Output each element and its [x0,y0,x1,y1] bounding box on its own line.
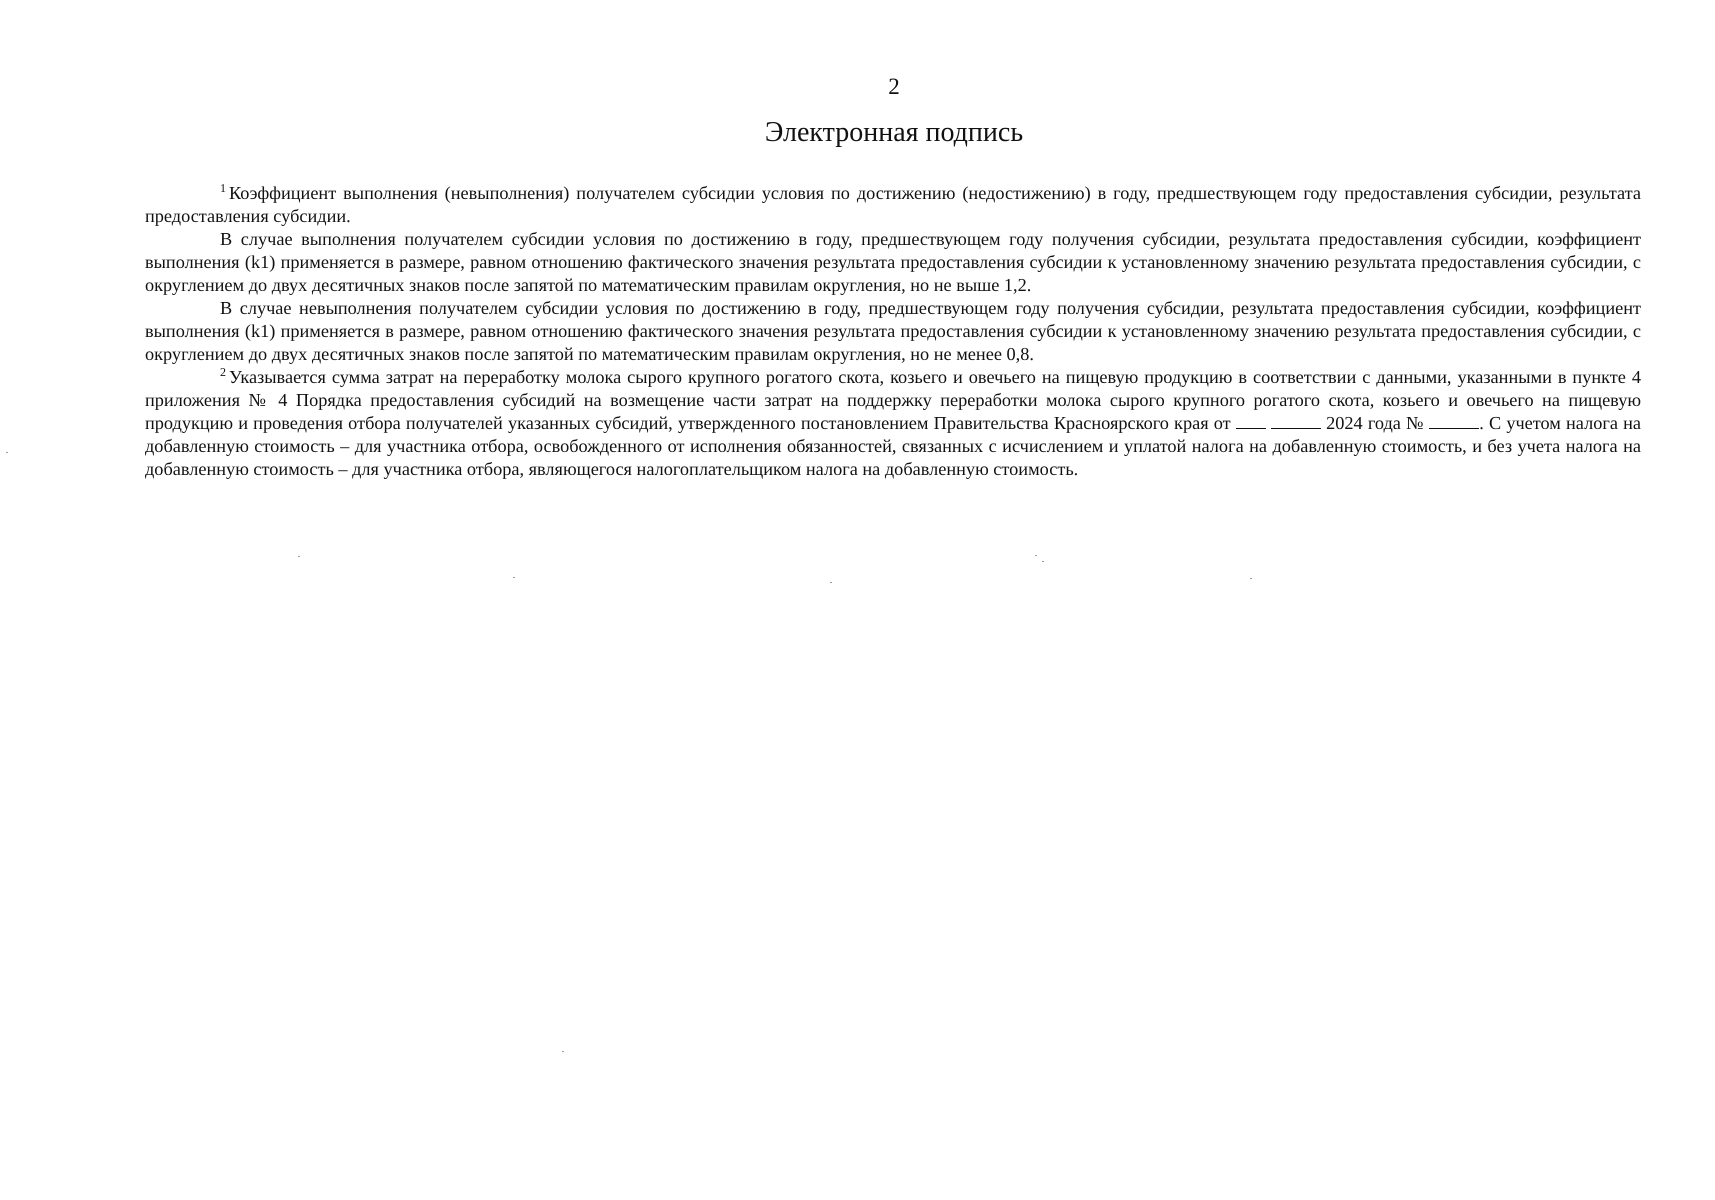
footnote-2-marker: 2 [220,365,226,379]
scan-speck [1250,578,1252,579]
month-blank [1271,412,1321,429]
paragraph-fulfilled: В случае выполнения получателем субсидии условия по достижению в году, предшествующем году получения субсидии, результата предоставления субсидии, коэффициент выполнения (k1) применяется в размере, равном отношению фактического значения результата предоставления субсидии к установленному значению результата предоставления субсидии, с округлением до двух десятичных знаков после запятой по математическим правилам округления, но не выше 1,2. [145,229,1641,295]
scan-speck [513,577,515,578]
number-blank [1429,412,1479,429]
scan-speck [298,556,300,557]
footnote-1 [145,182,1641,228]
page-title: Электронная подпись [764,117,1024,148]
footnote-1-text: Коэффициент выполнения (невыполнения) получателем субсидии условия по достижению (недостижению) в году, предшествующем году предоставления субсидии, результата предоставления субсидии. [145,183,1641,226]
footnote-2-text: Указывается сумма затрат на переработку молока сырого крупного рогатого скота, козьего и овечьего на пищевую продукцию в соответствии с данными, указанными в пункте 4 приложения № 4 Порядка предоставления субсидий на возмещение части затрат на поддержку переработки молока сырого крупного рогатого скота, козьего и овечьего на пищевую продукцию и проведения отбора получателей указанных субсидий, утвержденного постановлением Правительства Красноярского края от [145,367,1641,433]
scan-speck [1042,561,1044,562]
scan-speck [6,452,8,453]
scan-speck [562,1051,564,1052]
footnotes-section [145,182,1641,481]
footnote-2-year: 2024 года № [1326,413,1425,433]
footnote-1-marker: 1 [220,181,226,195]
day-blank [1236,412,1266,429]
footnote-2 [145,366,1641,481]
page-number: 2 [888,74,900,99]
paragraph-not-fulfilled: В случае невыполнения получателем субсидии условия по достижению в году, предшествующем году получения субсидии, результата предоставления субсидии, коэффициент выполнения (k1) применяется в размере, равном отношению фактического значения результата предоставления субсидии к установленному значению результата предоставления субсидии, с округлением до двух десятичных знаков после запятой по математическим правилам округления, но не менее 0,8. [145,298,1641,364]
scan-speck [1035,555,1037,556]
footnote-2-continuation: . С учетом налога на добавленную стоимость – для участника отбора, освобожденного от исполнения обязанностей, связанных с исчислением и уплатой налога на добавленную стоимость, и без учета налога на добавленную стоимость – для участника отбора, являющегося налогоплательщиком налога на добавленную стоимость. [145,413,1642,479]
scan-speck [830,582,832,583]
